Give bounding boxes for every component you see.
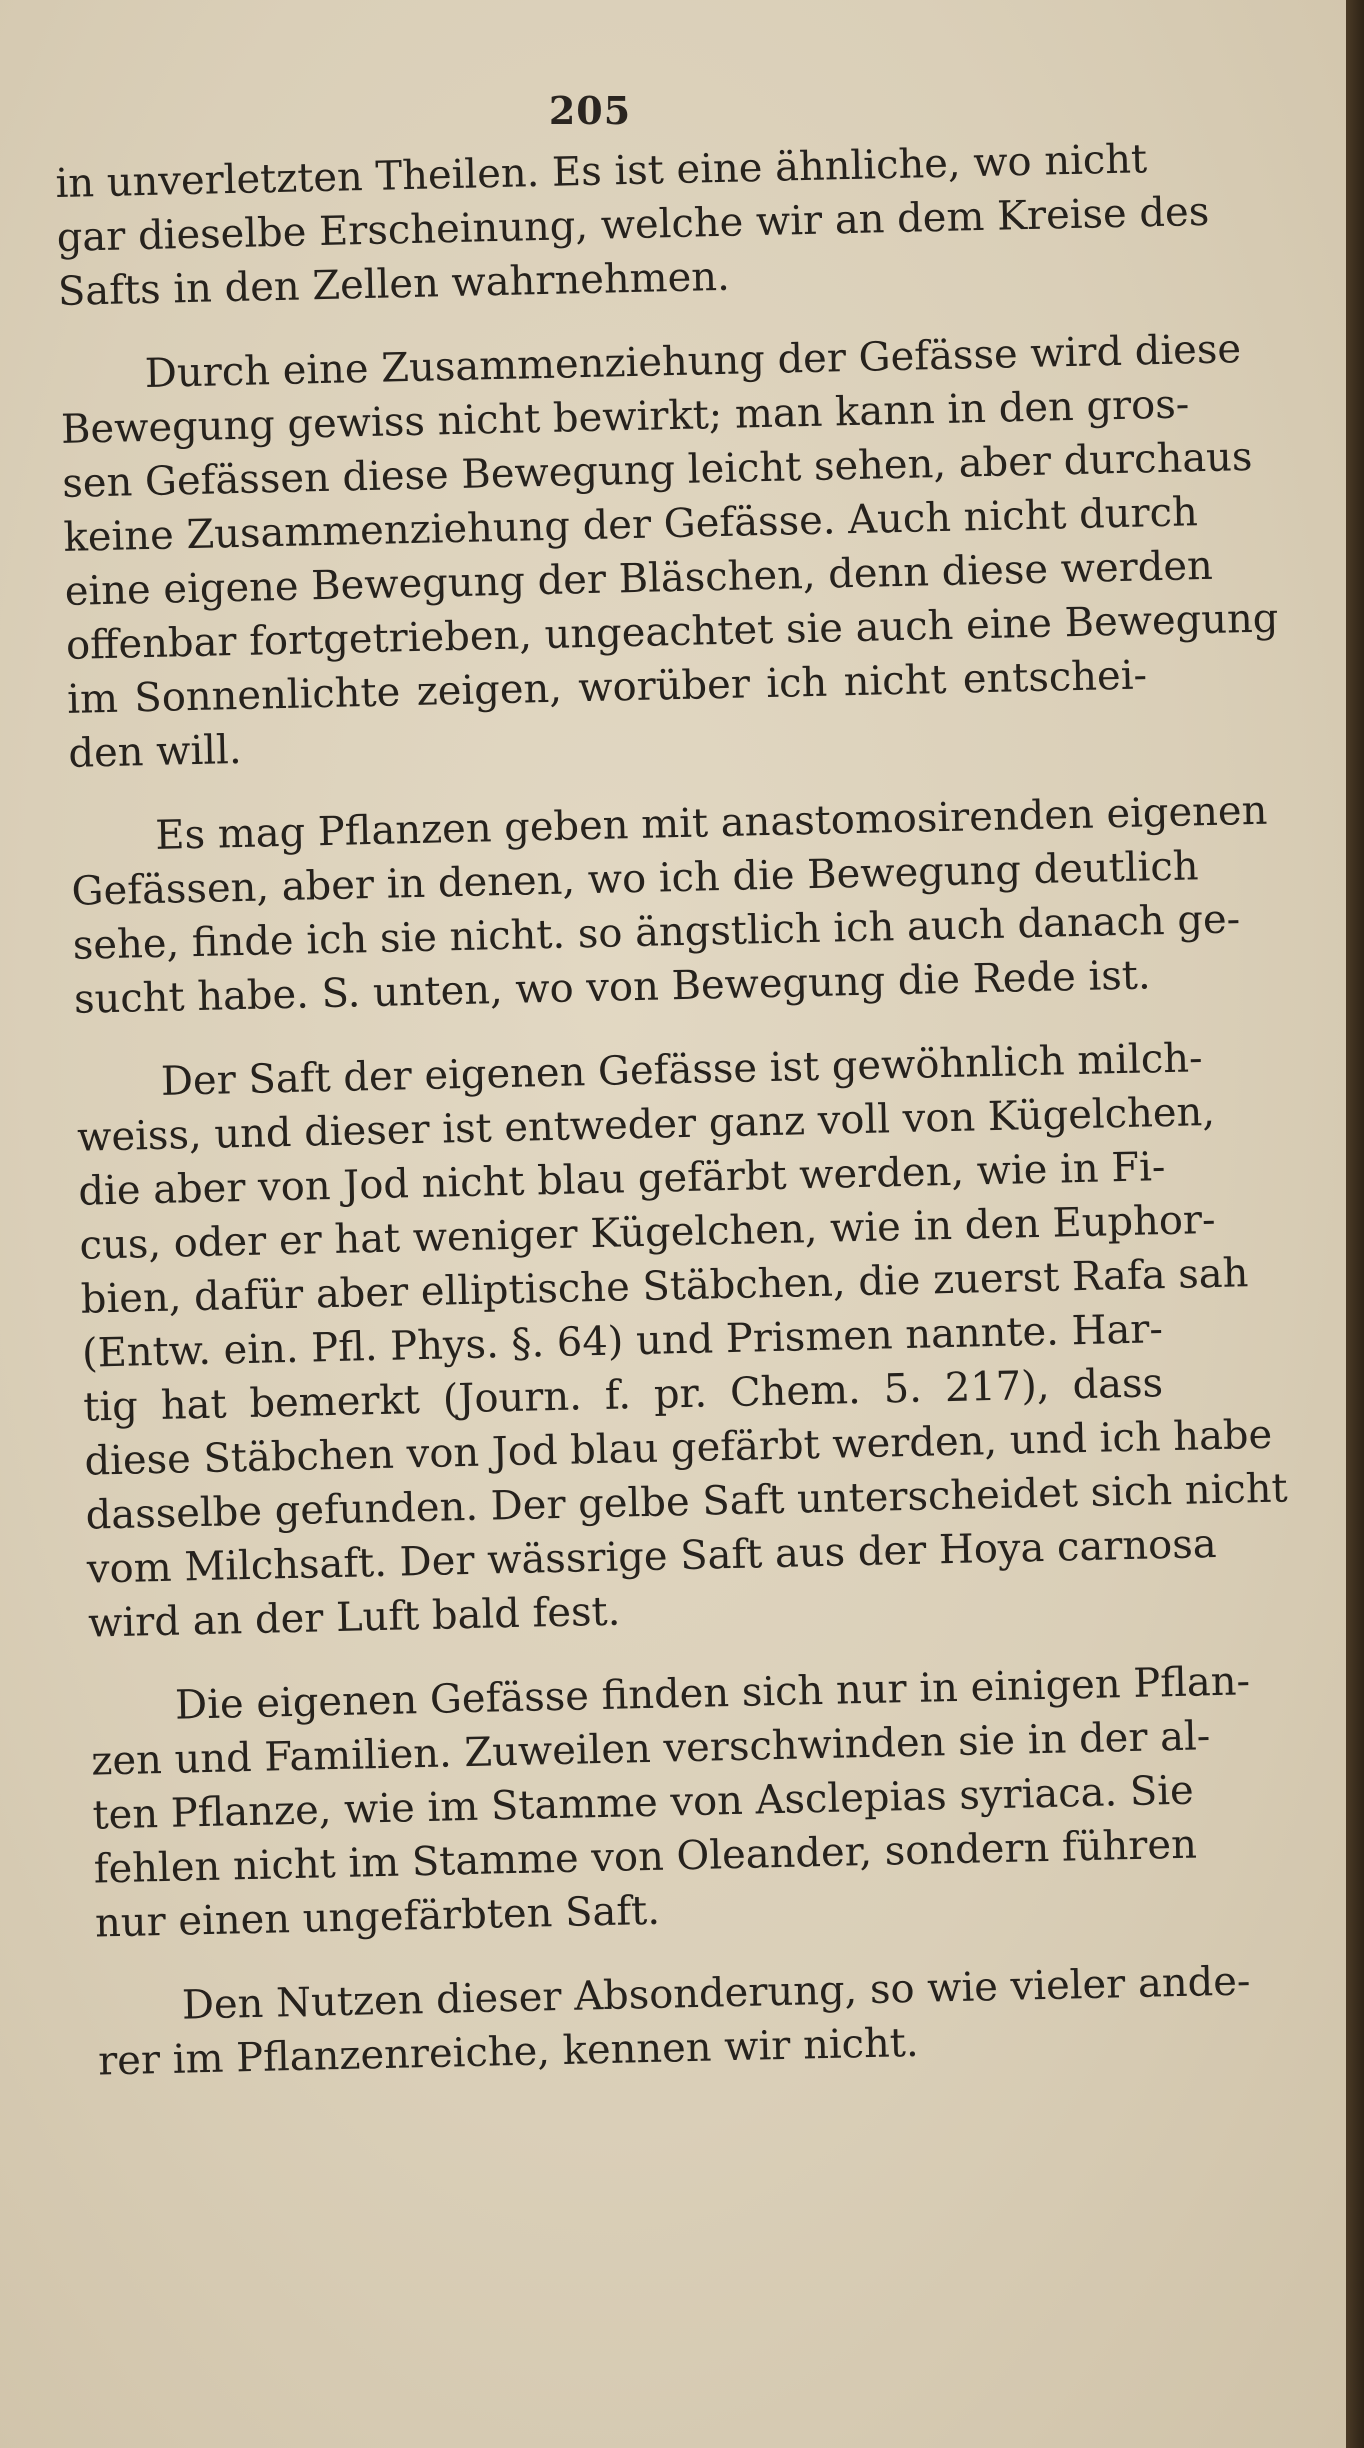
text-line: nur einen ungefärbten Saft. bbox=[94, 1887, 661, 1947]
text-line: rer im Pflanzenreiche, kennen wir nicht. bbox=[97, 2019, 920, 2085]
paragraph bbox=[55, 134, 1210, 315]
text-line: Bewegung gewiss nicht bewirkt; man kann in den gros- bbox=[60, 381, 1190, 453]
body-text bbox=[55, 134, 1289, 2085]
text-line: keine Zusammenziehung der Gefässe. Auch nicht durch bbox=[63, 489, 1199, 561]
text-line: Es mag Pflanzen geben mit anastomosirenden eigenen bbox=[154, 787, 1268, 859]
text-line: sen Gefässen diese Bewegung leicht sehen, aber durchaus bbox=[61, 433, 1253, 507]
text-line: wird an der Luft bald fest. bbox=[87, 1588, 621, 1647]
text-line: zen und Familien. Zuweilen verschwinden sie in der al- bbox=[90, 1713, 1211, 1785]
text-line: die aber von Jod nicht blau gefärbt werden, wie in Fi- bbox=[77, 1144, 1166, 1215]
text-line: Die eigenen Gefässe finden sich nur in einigen Pflan- bbox=[174, 1658, 1251, 1729]
text-line: dasselbe gefunden. Der gelbe Saft unterscheidet sich nicht bbox=[85, 1465, 1289, 1539]
text-line: sehe, finde ich sie nicht. so ängstlich ich auch danach ge- bbox=[72, 896, 1241, 969]
page-edge bbox=[1346, 0, 1364, 2448]
text-line: Durch eine Zusammenziehung der Gefässe wird diese bbox=[144, 326, 1242, 398]
text-line: (Entw. ein. Pfl. Phys. §. 64) und Prismen nannte. Har- bbox=[81, 1306, 1164, 1377]
text-line: gar dieselbe Erscheinung, welche wir an dem Kreise des bbox=[56, 188, 1210, 261]
page-number: 205 bbox=[548, 88, 632, 133]
text-line: diese Stäbchen von Jod blau gefärbt werden, und ich habe bbox=[84, 1411, 1273, 1485]
text-line: Den Nutzen dieser Absonderung, so wie vieler ande- bbox=[181, 1958, 1251, 2029]
text-line: weiss, und dieser ist entweder ganz voll von Kügelchen, bbox=[76, 1088, 1216, 1161]
text-line: tig hat bemerkt (Journ. f. pr. Chem. 5. 217), dass bbox=[82, 1360, 1164, 1431]
text-line: vom Milchsaft. Der wässrige Saft aus der Hoya carnosa bbox=[86, 1521, 1218, 1593]
text-line: Safts in den Zellen wahrnehmen. bbox=[57, 253, 731, 315]
text-line: Gefässen, aber in denen, wo ich die Bewegung deutlich bbox=[71, 843, 1199, 915]
text-line: in unverletzten Theilen. Es ist eine ähnliche, wo nicht bbox=[55, 136, 1148, 207]
text-line: fehlen nicht im Stamme von Oleander, sondern führen bbox=[93, 1821, 1198, 1893]
text-line: cus, oder er hat weniger Kügelchen, wie in den Euphor- bbox=[79, 1196, 1217, 1269]
text-line: eine eigene Bewegung der Bläschen, denn diese werden bbox=[64, 542, 1214, 615]
text-line: Der Saft der eigenen Gefässe ist gewöhnlich milch- bbox=[160, 1035, 1203, 1105]
text-line: den will. bbox=[67, 726, 243, 777]
text-line: ten Pflanze, wie im Stamme von Asclepias syriaca. Sie bbox=[92, 1767, 1195, 1839]
text-line: offenbar fortgetrieben, ungeachtet sie auch eine Bewegung bbox=[65, 595, 1279, 669]
text-line: bien, dafür aber elliptische Stäbchen, die zuerst Rafa sah bbox=[80, 1250, 1249, 1323]
text-line: im Sonnenlichte zeigen, worüber ich nicht entschei- bbox=[66, 652, 1148, 723]
text-line: sucht habe. S. unten, wo von Bewegung die Rede ist. bbox=[73, 952, 1152, 1023]
